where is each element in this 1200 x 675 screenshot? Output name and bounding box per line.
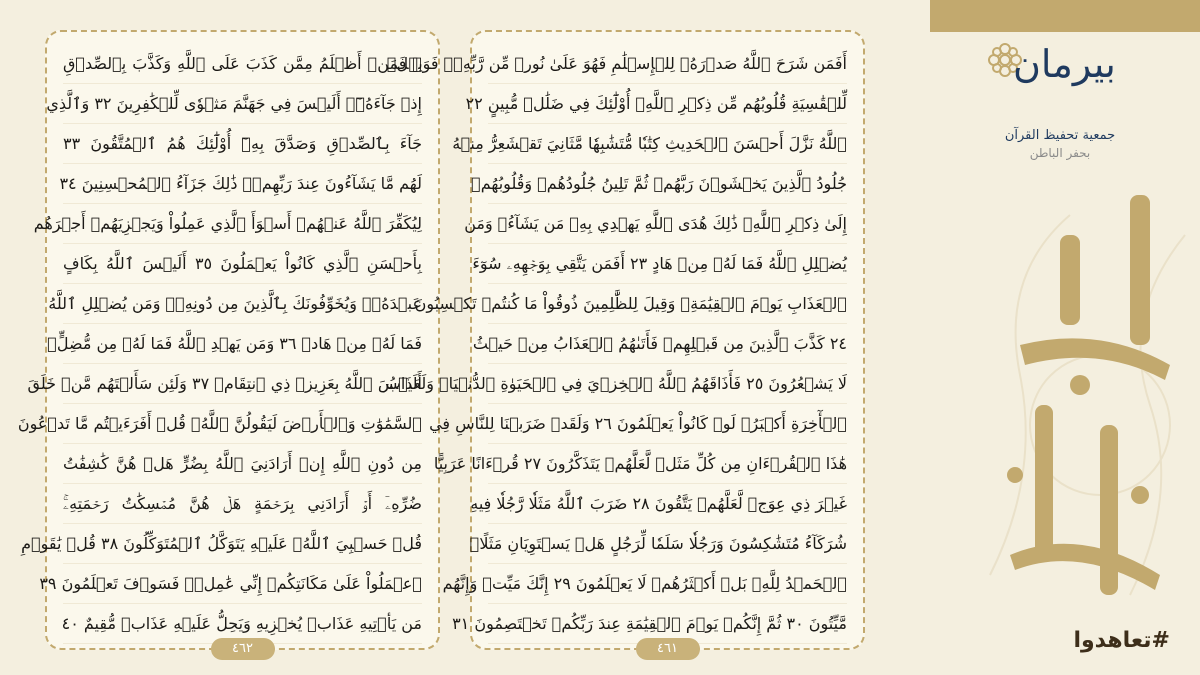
verse-line: يُضۡلِلِ ٱللَّهُ فَمَا لَهُۥ مِنۡ هَادٍ ٢٣ أَفَمَن يَتَّقِي بِوَجۡهِهِۦ سُوٓءَ — [488, 244, 847, 284]
verse-line: ٱعۡمَلُواْ عَلَىٰ مَكَانَتِكُمۡ إِنِّي عَٰمِلٞۖ فَسَوۡفَ تَعۡلَمُونَ ٣٩ — [63, 564, 422, 604]
calligraphy-artwork — [980, 175, 1195, 605]
verse-line: مَن يَأۡتِيهِ عَذَابٞ يُخۡزِيهِ وَيَحِلُّ عَلَيۡهِ عَذَابٞ مُّقِيمٌ ٤٠ — [63, 604, 422, 644]
verse-line: جَآءَ بِٱلصِّدۡقِ وَصَدَّقَ بِهِۦٓ أُوْلَٰٓئِكَ هُمُ ٱلۡمُتَّقُونَ ٣٣ — [63, 124, 422, 164]
verse-line: لِّلۡقَٰسِيَةِ قُلُوبُهُم مِّن ذِكۡرِ ٱللَّهِۚ أُوْلَٰٓئِكَ فِي ضَلَٰلٖ مُّبِينٍ ٢٢ — [488, 84, 847, 124]
verse-line: بِأَحۡسَنِ ٱلَّذِي كَانُواْ يَعۡمَلُونَ ٣٥ أَلَيۡسَ ٱللَّهُ بِكَافٍ — [63, 244, 422, 284]
quran-page-right — [385, 30, 865, 656]
verse-line: أَلَيۡسَ ٱللَّهُ بِعَزِيزٖ ذِي ٱنتِقَامٖ ٣٧ وَلَئِن سَأَلۡتَهُم مَّنۡ خَلَقَ — [63, 364, 422, 404]
verse-line: عَبۡدَهُۥۖ وَيُخَوِّفُونَكَ بِٱلَّذِينَ مِن دُونِهِۦۚ وَمَن يُضۡلِلِ ٱللَّهُ — [63, 284, 422, 324]
verse-line: غَيۡرَ ذِي عِوَجٖ لَّعَلَّهُمۡ يَتَّقُونَ ٢٨ ضَرَبَ ٱللَّهُ مَثَلٗا رَّجُلٗا فِيهِ — [488, 484, 847, 524]
verse-line: لِيُكَفِّرَ ٱللَّهُ عَنۡهُمۡ أَسۡوَأَ ٱلَّذِي عَمِلُواْ وَيَجۡزِيَهُمۡ أَجۡرَهُم — [63, 204, 422, 244]
verse-line: قُلۡ حَسۡبِيَ ٱللَّهُۖ عَلَيۡهِ يَتَوَكَّلُ ٱلۡمُتَوَكِّلُونَ ٣٨ قُلۡ يَٰقَوۡمِ — [63, 524, 422, 564]
verse-line: ٱلۡعَذَابِ يَوۡمَ ٱلۡقِيَٰمَةِۚ وَقِيلَ لِلظَّٰلِمِينَ ذُوقُواْ مَا كُنتُمۡ تَكۡسِبُونَ — [488, 284, 847, 324]
verse-line: لَا يَشۡعُرُونَ ٢٥ فَأَذَاقَهُمُ ٱللَّهُ ٱلۡخِزۡيَ فِي ٱلۡحَيَوٰةِ ٱلدُّنۡيَاۖ وَلَعَذَابُ — [488, 364, 847, 404]
verse-line: مِن دُونِ ٱللَّهِ إِنۡ أَرَادَنِيَ ٱللَّهُ بِضُرٍّ هَلۡ هُنَّ كَٰشِفَٰتُ — [63, 444, 422, 484]
page-number: ٤٦١ — [636, 638, 700, 660]
verse-line: شُرَكَآءُ مُتَشَٰكِسُونَ وَرَجُلٗا سَلَمٗا لِّرَجُلٍ هَلۡ يَسۡتَوِيَانِ مَثَلًاۚ — [488, 524, 847, 564]
verse-line: أَفَمَن شَرَحَ ٱللَّهُ صَدۡرَهُۥ لِلۡإِسۡلَٰمِ فَهُوَ عَلَىٰ نُورٖ مِّن رَّبِّهِۦۚ فَوَيۡلٞ — [488, 44, 847, 84]
quran-page-left — [17, 30, 440, 656]
verse-line: ٱلۡحَمۡدُ لِلَّهِۚ بَلۡ أَكۡثَرُهُمۡ لَا يَعۡلَمُونَ ٢٩ إِنَّكَ مَيِّتٞ وَإِنَّهُم — [488, 564, 847, 604]
verse-line: ٱلۡأٓخِرَةِ أَكۡبَرُۚ لَوۡ كَانُواْ يَعۡلَمُونَ ٢٦ وَلَقَدۡ ضَرَبۡنَا لِلنَّاسِ فِي — [488, 404, 847, 444]
verse-line: ٱللَّهُ نَزَّلَ أَحۡسَنَ ٱلۡحَدِيثِ كِتَٰبٗا مُّتَشَٰبِهٗا مَّثَانِيَ تَقۡشَعِرُّ مِنۡهُ — [488, 124, 847, 164]
logo-wordmark: بيرمان — [1013, 42, 1116, 86]
organization-location: بحفر الباطن — [1029, 146, 1091, 160]
verse-line: ضُرِّهِۦٓ أَوۡ أَرَادَنِي بِرَحۡمَةٍ هَلۡ هُنَّ مُمۡسِكَٰتُ رَحۡمَتِهِۦۚ — [63, 484, 422, 524]
verse-line: ٢٤ كَذَّبَ ٱلَّذِينَ مِن قَبۡلِهِمۡ فَأَتَىٰهُمُ ٱلۡعَذَابُ مِنۡ حَيۡثُ — [488, 324, 847, 364]
verse-line: مَّيِّتُونَ ٣٠ ثُمَّ إِنَّكُمۡ يَوۡمَ ٱلۡقِيَٰمَةِ عِندَ رَبِّكُمۡ تَخۡتَصِمُونَ ٣١ — [488, 604, 847, 644]
verse-line: ٱلسَّمَٰوَٰتِ وَٱلۡأَرۡضَ لَيَقُولُنَّ ٱللَّهُۚ قُلۡ أَفَرَءَيۡتُم مَّا تَدۡعُونَ — [63, 404, 422, 444]
verse-line: لَهُم مَّا يَشَآءُونَ عِندَ رَبِّهِمۡۚ ذَٰلِكَ جَزَآءُ ٱلۡمُحۡسِنِينَ ٣٤ — [63, 164, 422, 204]
organization-logo — [985, 40, 1155, 120]
organization-name: جمعية تحفيظ القرآن — [1004, 128, 1116, 143]
verse-line: إِذۡ جَآءَهُۥٓۚ أَلَيۡسَ فِي جَهَنَّمَ مَثۡوٗى لِّلۡكَٰفِرِينَ ٣٢ وَٱلَّذِي — [63, 84, 422, 124]
top-gold-bar — [930, 0, 1200, 32]
verse-line: فَمَا لَهُۥ مِنۡ هَادٖ ٣٦ وَمَن يَهۡدِ ٱللَّهُ فَمَا لَهُۥ مِن مُّضِلٍّۗ — [63, 324, 422, 364]
verse-line: جُلُودُ ٱلَّذِينَ يَخۡشَوۡنَ رَبَّهُمۡ ثُمَّ تَلِينُ جُلُودُهُمۡ وَقُلُوبُهُمۡ — [488, 164, 847, 204]
page-number: ٤٦٢ — [211, 638, 275, 660]
verse-line: ۞ فَمَنۡ أَظۡلَمُ مِمَّن كَذَبَ عَلَى ٱللَّهِ وَكَذَّبَ بِٱلصِّدۡقِ — [63, 44, 422, 84]
verse-line: إِلَىٰ ذِكۡرِ ٱللَّهِۚ ذَٰلِكَ هُدَى ٱللَّهِ يَهۡدِي بِهِۦ مَن يَشَآءُۚ وَمَن — [488, 204, 847, 244]
hashtag-label: #تعاهدوا — [1073, 628, 1170, 653]
verse-line: هَٰذَا ٱلۡقُرۡءَانِ مِن كُلِّ مَثَلٖ لَّعَلَّهُمۡ يَتَذَكَّرُونَ ٢٧ قُرۡءَانًا عَرَبِيًّا — [488, 444, 847, 484]
